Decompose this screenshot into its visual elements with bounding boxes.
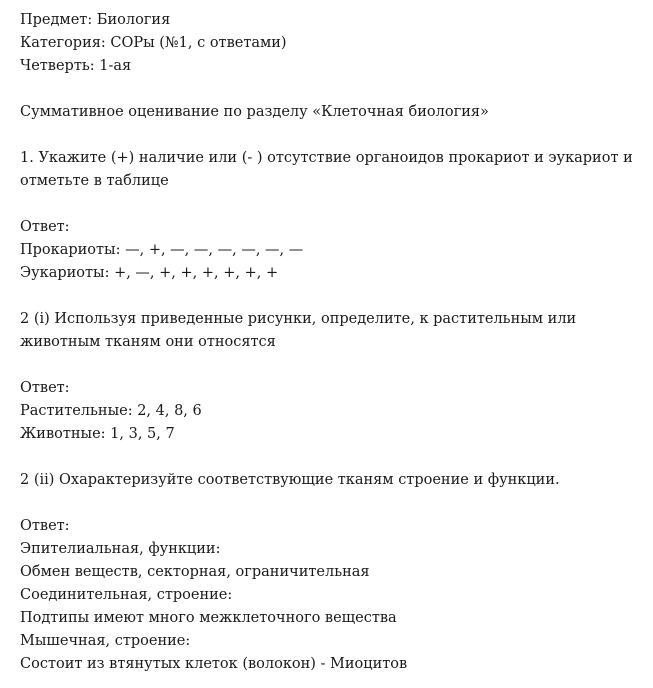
q2i-plant-answer: Растительные: 2, 4, 8, 6 [20, 403, 202, 419]
q2ii-answer-line: Эпителиальная, функции: [20, 541, 221, 557]
q2ii-answer-label: Ответ: [20, 518, 70, 534]
q2ii-answer-line: Подтипы имеют много межклеточного вещества [20, 610, 397, 626]
q2ii-answer-line: Мышечная, строение: [20, 633, 191, 649]
q1-prokaryotes-answer: Прокариоты: —, +, —, —, —, —, —, — [20, 242, 304, 258]
spacer [20, 446, 640, 469]
q2ii-answer-line: Обмен веществ, секторная, ограничительная [20, 564, 370, 580]
q2i-answer-label: Ответ: [20, 380, 70, 396]
quarter-line: Четверть: 1-ая [20, 58, 132, 74]
category-line: Категория: СОРы (№1, с ответами) [20, 35, 287, 51]
q2i-question-line-2: животным тканям они относятся [20, 334, 276, 350]
q2i-question-line-1: 2 (i) Используя приведенные рисунки, определите, к растительным или [20, 311, 577, 327]
q1-question-line-2: отметьте в таблице [20, 173, 169, 189]
spacer [20, 354, 640, 377]
q2ii-question: 2 (ii) Охарактеризуйте соответствующие тканям строение и функции. [20, 472, 560, 488]
q1-answer-label: Ответ: [20, 219, 70, 235]
q2i-animal-answer: Животные: 1, 3, 5, 7 [20, 426, 175, 442]
q2ii-answer-line: Состоит из втянутых клеток (волокон) - Миоцитов [20, 656, 408, 672]
q2ii-answer-line: Соединительная, строение: [20, 587, 233, 603]
q1-eukaryotes-answer: Эукариоты: +, —, +, +, +, +, +, + [20, 265, 279, 281]
spacer [20, 124, 640, 147]
q1-question-line-1: 1. Укажите (+) наличие или (- ) отсутствие органоидов прокариот и эукариот и [20, 150, 633, 166]
spacer [20, 193, 640, 216]
document-body [20, 9, 640, 676]
spacer [20, 492, 640, 515]
spacer [20, 78, 640, 101]
spacer [20, 285, 640, 308]
document-title: Суммативное оценивание по разделу «Клеточная биология» [20, 104, 489, 120]
subject-line: Предмет: Биология [20, 12, 171, 28]
